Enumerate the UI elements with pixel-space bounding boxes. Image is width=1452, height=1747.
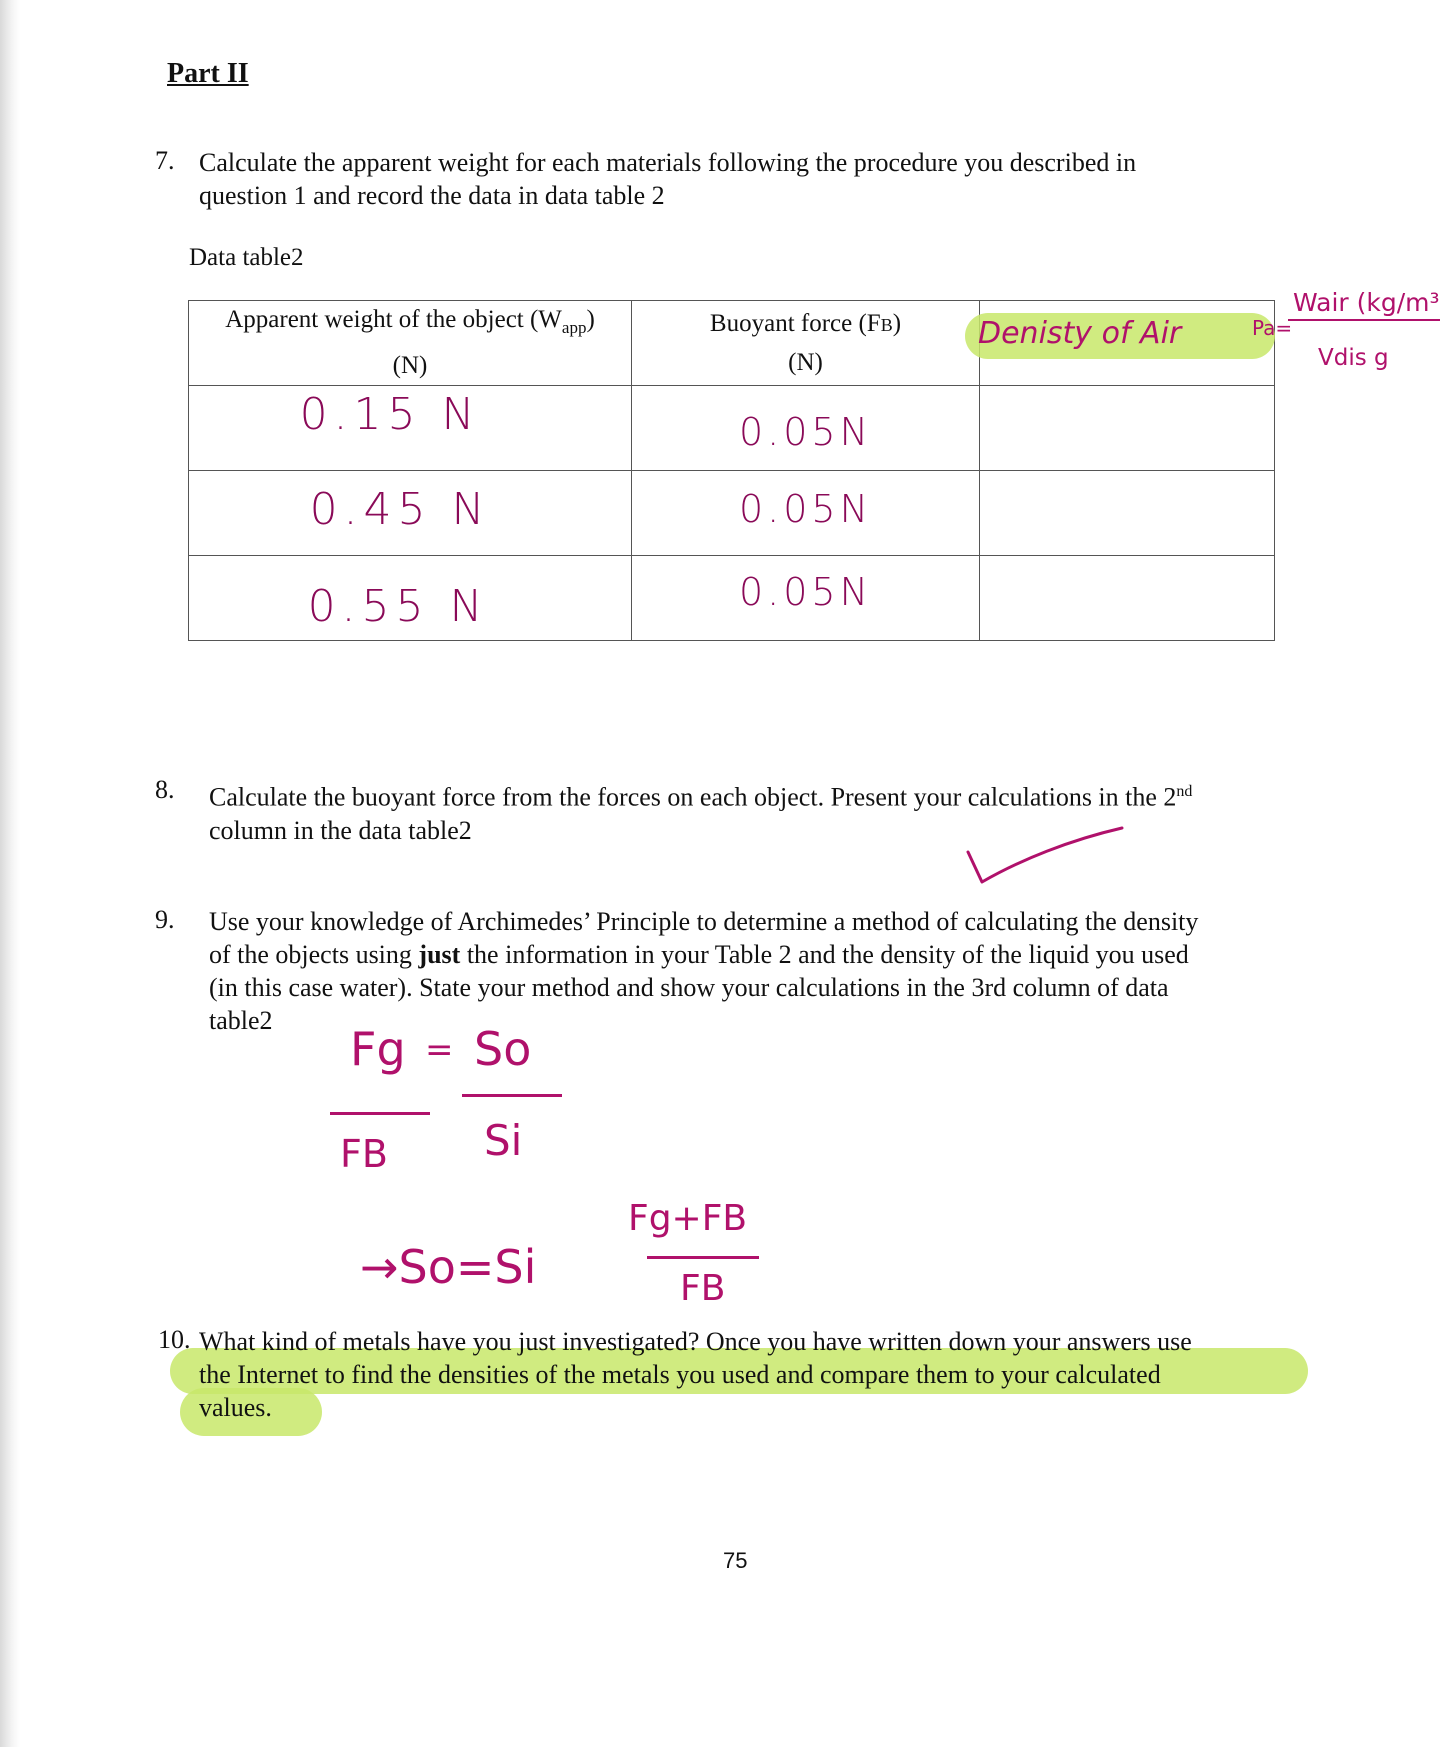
q9-text: Use your knowledge of Archimedes’ Principle to determine a method of calculating the density of the objects using just the information in your Table 2 and the density of the liquid you used (in this case water). State your method and show your calculations in the 3rd column of data table2 <box>209 907 1199 1035</box>
q7-text <box>199 146 1136 212</box>
q8-line2: column in the data table2 <box>209 815 472 845</box>
density-fraction-bar <box>1288 319 1440 321</box>
cell-apparent-weight: 0.55 N <box>189 556 632 641</box>
q8-number: 8. <box>155 775 175 804</box>
formula-result: →So=Si <box>360 1240 537 1294</box>
q9-line1: Use your knowledge of Archimedes’ Principle to determine a method of calculating the density <box>209 907 1199 936</box>
header-buoyant-force: Buoyant force (FB) (N) <box>632 301 980 386</box>
q10-number: 10. <box>158 1325 191 1354</box>
page-edge-shadow <box>0 0 20 1747</box>
table-caption: Data table2 <box>189 244 304 271</box>
q9-line4: table2 <box>209 1006 273 1035</box>
q9-number: 9. <box>155 905 175 934</box>
header-apparent-weight: Apparent weight of the object $(W_{app})$ (N) <box>189 301 632 386</box>
density-symbol: Pa= <box>1252 316 1293 340</box>
q7-line2: question 1 and record the data in data table 2 <box>199 181 665 210</box>
cell-density <box>980 386 1275 471</box>
q7-number: 7. <box>155 146 175 175</box>
q8-text: Calculate the buoyant force from the forces on each object. Present your calculations in the 2nd column in the data table2 <box>209 782 1193 845</box>
part-title: Part II <box>167 58 249 89</box>
q9-line3: (in this case water). State your method and show your calculations in the 3rd column of data <box>209 973 1169 1002</box>
cell-buoyant-force: 0.05N <box>632 471 980 556</box>
formula-so: So <box>474 1022 532 1076</box>
q10-text <box>199 1325 1192 1424</box>
cell-apparent-weight: 0.15 N <box>189 386 632 471</box>
formula-bar-1 <box>330 1112 430 1115</box>
formula-bar-2 <box>462 1094 562 1097</box>
formula-fg: Fg <box>350 1022 406 1076</box>
formula-equals: = <box>425 1030 454 1070</box>
density-denominator: Vdis g <box>1318 345 1389 371</box>
q8-line1: Calculate the buoyant force from the forces on each object. Present your calculations in the 2 <box>209 782 1177 812</box>
cell-buoyant-force: 0.05N <box>632 386 980 471</box>
table-row <box>189 471 1275 556</box>
q7-line1: Calculate the apparent weight for each materials following the procedure you described in <box>199 148 1137 177</box>
table-row <box>189 556 1275 641</box>
density-label: Denisty of Air <box>978 316 1182 351</box>
formula-fb: FB <box>340 1132 388 1176</box>
density-numerator: Wair (kg/m³ <box>1293 288 1440 317</box>
cell-buoyant-force: 0.05N <box>632 556 980 641</box>
formula-bar-3 <box>647 1256 759 1259</box>
formula-result-denominator: FB <box>680 1268 726 1309</box>
q10-line3: values. <box>199 1393 272 1422</box>
cell-density <box>980 556 1275 641</box>
page-number: 75 <box>723 1548 748 1573</box>
cell-density <box>980 471 1275 556</box>
formula-si: Si <box>484 1116 523 1165</box>
q10-line2: the Internet to find the densities of the metals you used and compare them to your calculated <box>199 1360 1161 1389</box>
checkmark-icon <box>960 820 1130 890</box>
cell-apparent-weight: 0.45 N <box>189 471 632 556</box>
q10-line1: What kind of metals have you just investigated? Once you have written down your answers use <box>199 1327 1192 1356</box>
table-row <box>189 386 1275 471</box>
formula-result-numerator: Fg+FB <box>628 1198 748 1239</box>
